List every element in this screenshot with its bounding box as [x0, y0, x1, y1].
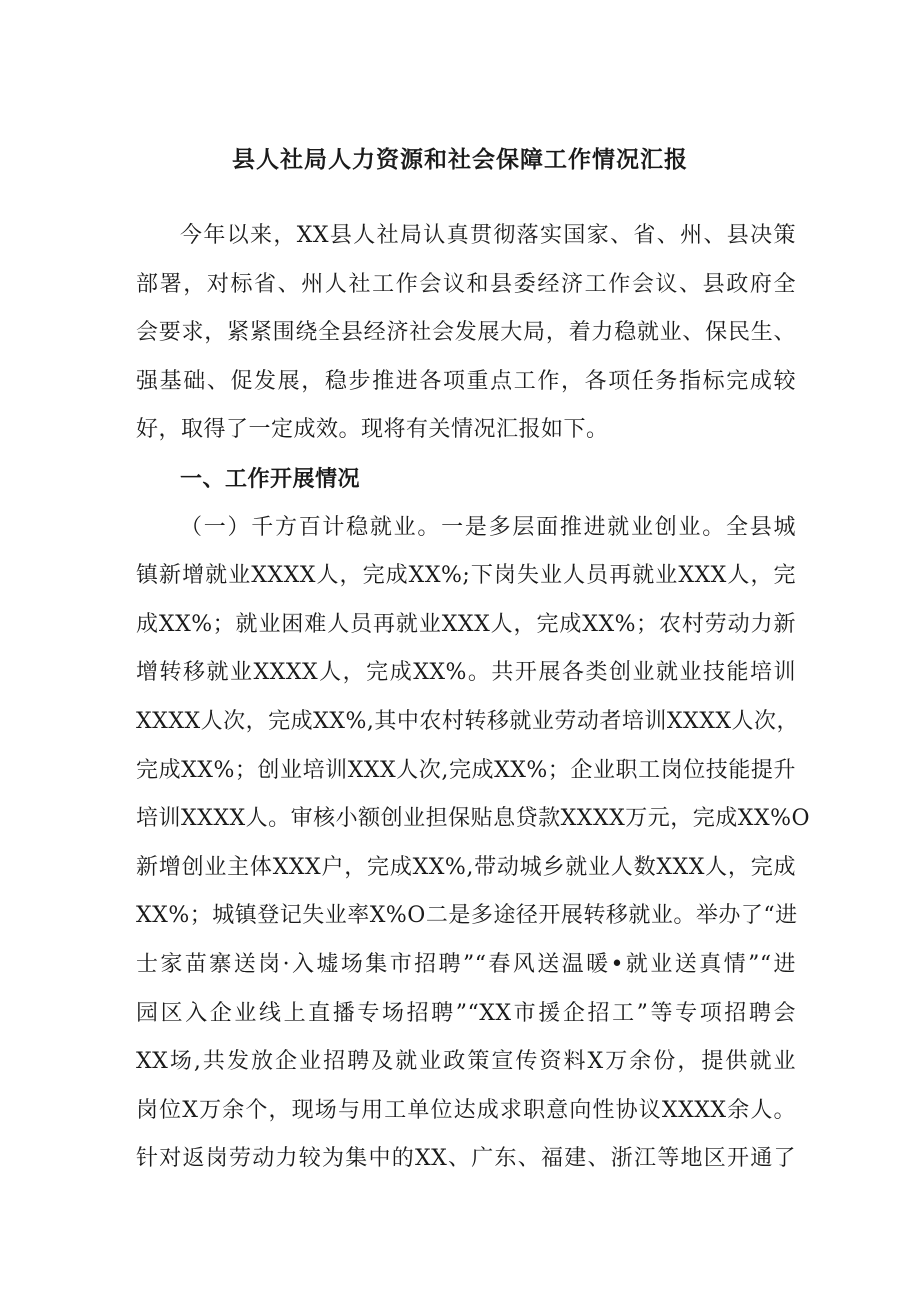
document-body	[136, 212, 811, 1184]
section-line: 岗位X万余个，现场与用工单位达成求职意向性协议XXXX余人。	[136, 1097, 796, 1123]
section-line: 成XX%；就业困难人员再就业XXX人，完成XX%；农村劳动力新	[136, 611, 796, 637]
section-heading: 一、工作开展情况	[180, 465, 361, 492]
intro-line: 好，取得了一定成效。现将有关情况汇报如下。	[136, 417, 609, 443]
section-line: 培训XXXX人。审核小额创业担保贴息贷款XXXX万元，完成XX%O	[136, 806, 811, 832]
document-title: 县人社局人力资源和社会保障工作情况汇报	[232, 146, 688, 173]
section-line: XXXX人次，完成XX%,其中农村转移就业劳动者培训XXXX人次，	[136, 708, 800, 734]
intro-line: 强基础、促发展，稳步推进各项重点工作，各项任务指标完成较	[136, 368, 796, 394]
section-line: 士家苗寨送岗·入墟场集市招聘”“春风送温暖•就业送真情”“进	[136, 951, 796, 977]
intro-line: 部署，对标省、州人社工作会议和县委经济工作会议、县政府全	[136, 271, 796, 297]
section-line: 新增创业主体XXX户，完成XX%,带动城乡就业人数XXX人，完成	[136, 854, 796, 880]
section-line: （一）千方百计稳就业。一是多层面推进就业创业。全县城	[180, 514, 796, 540]
section-line: 增转移就业XXXX人，完成XX%。共开展各类创业就业技能培训	[136, 660, 796, 686]
section-line: 完成XX%；创业培训XXX人次,完成XX%；企业职工岗位技能提升	[136, 757, 796, 783]
intro-line: 会要求，紧紧围绕全县经济社会发展大局，着力稳就业、保民生、	[136, 320, 796, 346]
section-line: XX场,共发放企业招聘及就业政策宣传资料X万余份，提供就业	[136, 1049, 796, 1075]
section-line: 镇新增就业XXXX人，完成XX%;下岗失业人员再就业XXX人，完	[136, 563, 796, 589]
section-line: 针对返岗劳动力较为集中的XX、广东、福建、浙江等地区开通了	[136, 1146, 796, 1172]
section-line: XX%；城镇登记失业率X%O二是多途径开展转移就业。举办了“进	[136, 903, 798, 929]
intro-line: 今年以来，XX县人社局认真贯彻落实国家、省、州、县决策	[180, 223, 796, 248]
section-line: 园区入企业线上直播专场招聘”“XX市援企招工”等专项招聘会	[136, 1000, 796, 1026]
